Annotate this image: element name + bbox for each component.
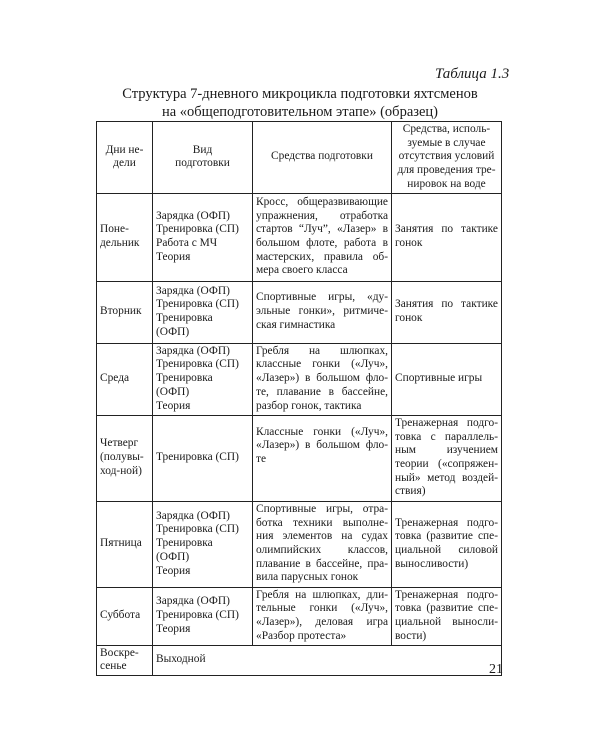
training-type-cell: Зарядка (ОФП) Тренировка (СП) Тренировка (ОФП) Теория	[153, 501, 253, 587]
training-type-cell: Зарядка (ОФП) Тренировка (СП) Теория	[153, 587, 253, 645]
table-row	[97, 587, 502, 645]
training-means-cell: Классные гонки («Луч», «Лазер») в большом фло-те	[253, 415, 392, 501]
table-row	[97, 645, 502, 675]
training-means-cell: Гребля на шлюпках, классные гонки («Луч», «Лазер») в большом фло-те, плавание в бассейне, разбор гонок, тактика	[253, 343, 392, 415]
header-days: Дни не- дели	[97, 122, 153, 194]
table-row	[97, 281, 502, 343]
training-means-cell: Кросс, общеразвивающие упражнения, отработка стартов “Луч”, «Лазер» в большом флоте, работа в мастерских, правила об-мера своего класса	[253, 193, 392, 281]
training-type-cell: Зарядка (ОФП) Тренировка (СП) Тренировка (ОФП)	[153, 281, 253, 343]
table-title-line-2: на «общеподготовительном этапе» (образец)	[161, 104, 439, 120]
day-cell: Воскре- сенье	[97, 645, 153, 675]
table-row	[97, 501, 502, 587]
training-type-cell: Зарядка (ОФП) Тренировка (СП) Работа с МЧ Теория	[153, 193, 253, 281]
day-cell: Среда	[97, 343, 153, 415]
day-cell: Пятница	[97, 501, 153, 587]
table-label: Таблица 1.3	[435, 66, 510, 82]
table-row	[97, 343, 502, 415]
day-cell: Вторник	[97, 281, 153, 343]
alternative-means-cell: Тренажерная подго-товка (развитие спе-циальной силовой выносливости)	[392, 501, 502, 587]
alternative-means-cell: Тренажерная подго-товка (развитие спе-циальной выносли-вости)	[392, 587, 502, 645]
day-cell: Суббота	[97, 587, 153, 645]
day-cell: Поне- дельник	[97, 193, 153, 281]
table-row	[97, 415, 502, 501]
page-number: 21	[489, 662, 503, 677]
training-type-cell: Зарядка (ОФП) Тренировка (СП) Тренировка (ОФП) Теория	[153, 343, 253, 415]
day-off-cell: Выходной	[153, 645, 502, 675]
training-means-cell: Спортивные игры, «ду-эльные гонки», ритмиче-ская гимнастика	[253, 281, 392, 343]
alternative-means-cell: Занятия по тактике гонок	[392, 281, 502, 343]
alternative-means-cell: Занятия по тактике гонок	[392, 193, 502, 281]
alternative-means-cell: Спортивные игры	[392, 343, 502, 415]
header-training-type: Вид подготовки	[153, 122, 253, 194]
table-title-line-1: Структура 7-дневного микроцикла подготовки яхтсменов	[122, 86, 478, 102]
training-means-cell: Гребля на шлюпках, дли-тельные гонки («Луч», «Лазер»), деловая игра «Разбор протеста»	[253, 587, 392, 645]
training-means-cell: Спортивные игры, отра-ботка техники выполне-ния элементов на судах олимпийских классов, плавание в бассейне, пра-вила парусных гонок	[253, 501, 392, 587]
header-alternative-means: Средства, исполь- зуемые в случае отсутствия условий для проведения тре- нировок на воде	[392, 122, 502, 194]
table-row	[97, 193, 502, 281]
day-cell: Четверг (полувы- ход-ной)	[97, 415, 153, 501]
microcycle-table	[96, 121, 502, 676]
training-type-cell: Тренировка (СП)	[153, 415, 253, 501]
table-header-row	[97, 122, 502, 194]
alternative-means-cell: Тренажерная подго-товка с параллель-ным изучением теории («сопряжен-ный» метод воздей-ствия)	[392, 415, 502, 501]
header-training-means: Средства подготовки	[253, 122, 392, 194]
